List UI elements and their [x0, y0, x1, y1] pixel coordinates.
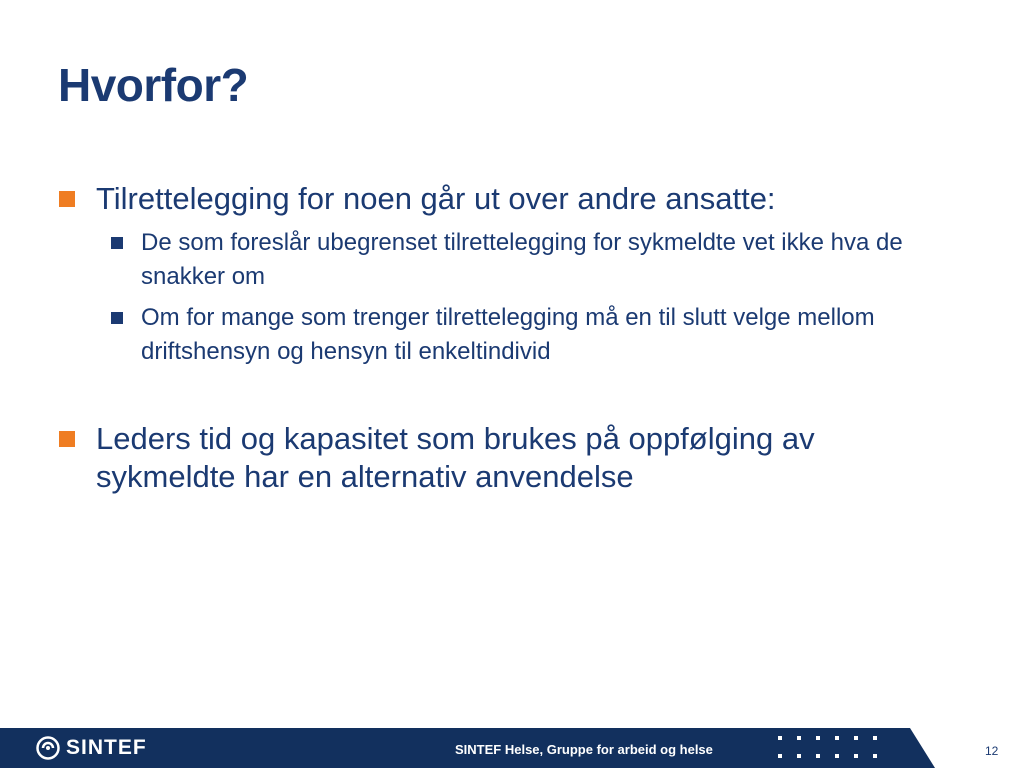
decorative-dots — [778, 736, 888, 762]
sintef-logo-icon — [36, 736, 60, 760]
square-bullet-icon — [59, 191, 75, 207]
square-bullet-icon — [59, 431, 75, 447]
slide-title: Hvorfor? — [58, 59, 249, 111]
page-number: 12 — [985, 744, 999, 758]
bullet-1-text: Tilrettelegging for noen går ut over andre ansatte: — [96, 181, 776, 216]
bullet-2-text: Leders tid og kapasitet som brukes på oppfølging av sykmeldte har en alternativ anvendelse — [96, 421, 815, 494]
square-bullet-icon — [111, 312, 123, 324]
slide-footer — [0, 728, 1024, 768]
sub-bullet-1-text: De som foreslår ubegrenset tilrettelegging for sykmeldte vet ikke hva de snakker om — [141, 229, 903, 290]
sub-bullet-2 — [141, 301, 941, 369]
sintef-logo — [36, 734, 147, 762]
sub-bullet-2-text: Om for mange som trenger tilrettelegging må en til slutt velge mellom driftshensyn og hensyn til enkeltindivid — [141, 304, 875, 365]
bullet-1 — [96, 180, 976, 218]
logo-text: SINTEF — [66, 736, 147, 759]
bullet-2 — [96, 420, 916, 496]
sub-bullet-1 — [141, 226, 971, 294]
footer-org-text: SINTEF Helse, Gruppe for arbeid og helse — [455, 742, 713, 757]
square-bullet-icon — [111, 237, 123, 249]
